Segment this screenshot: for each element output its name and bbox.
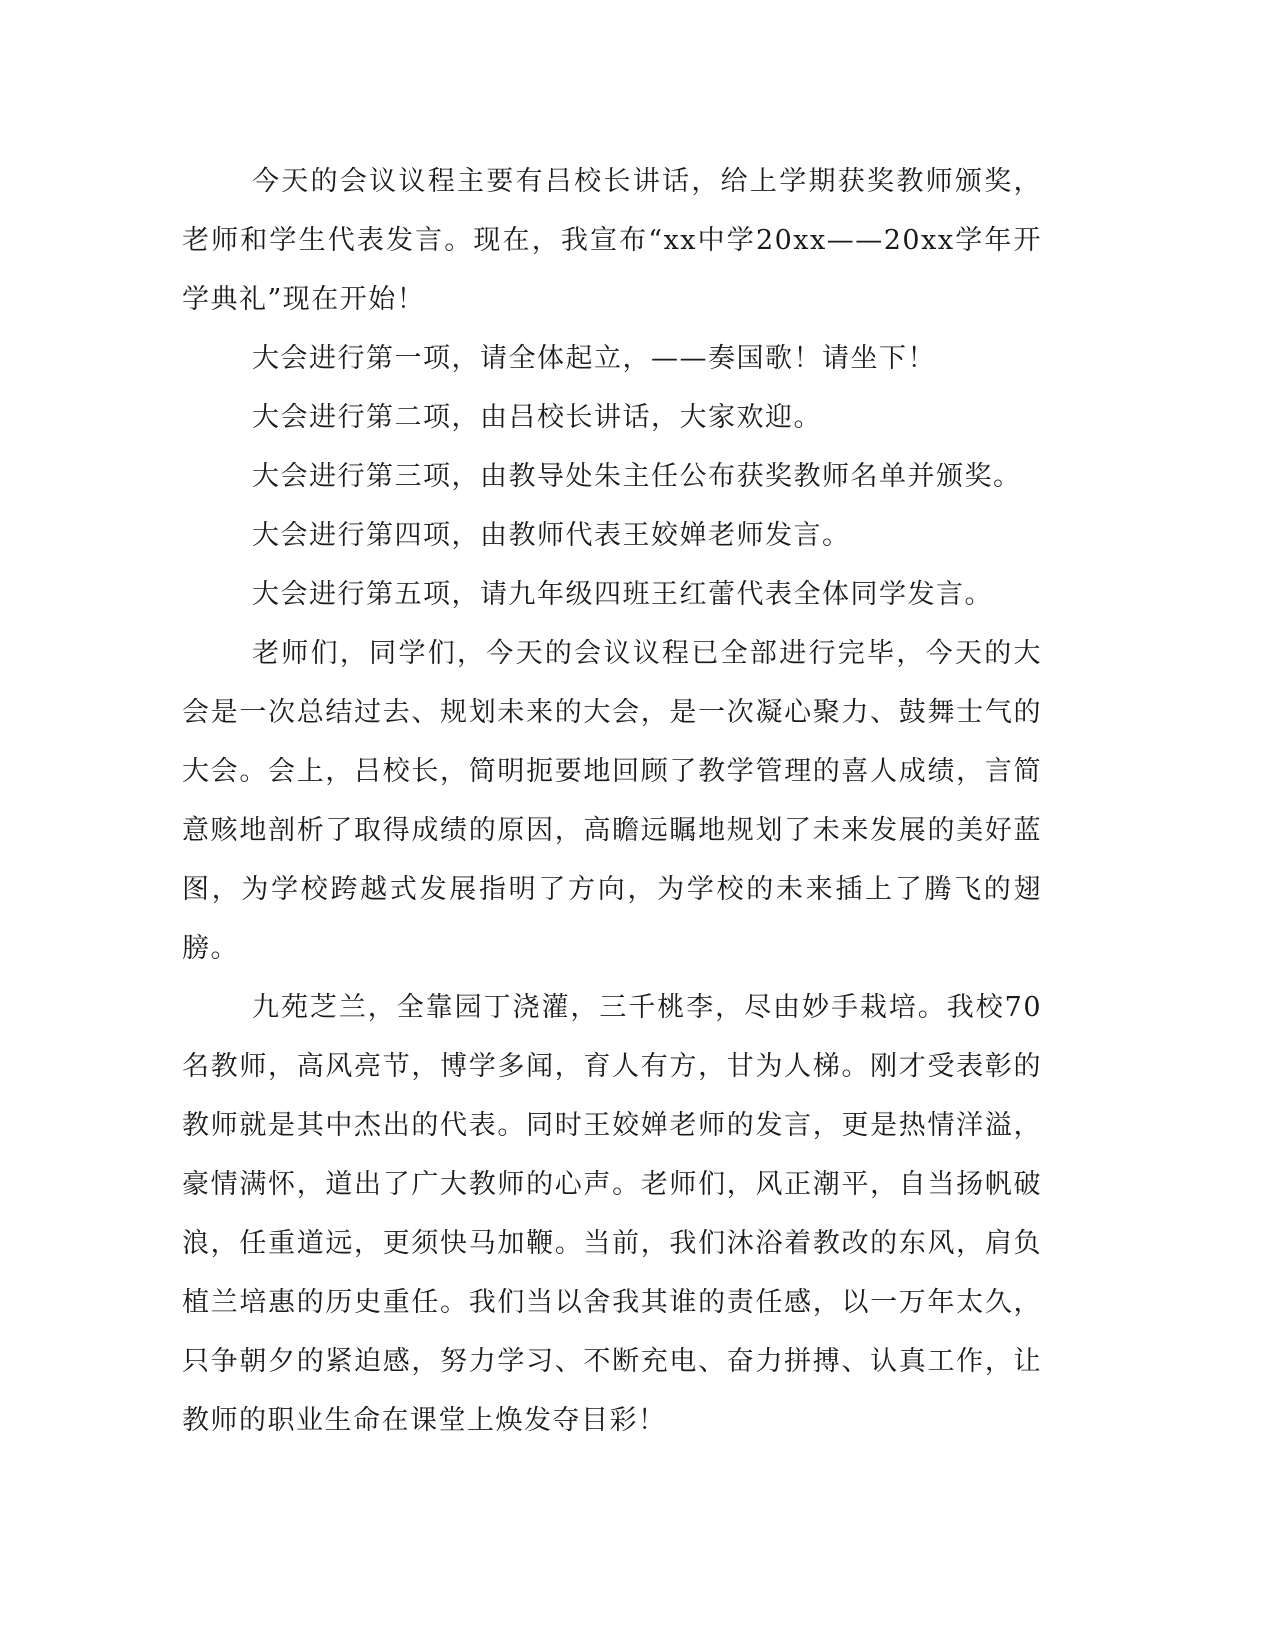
paragraph-item-1: 大会进行第一项，请全体起立，——奏国歌！请坐下！: [252, 343, 936, 374]
document-body: [182, 152, 1042, 1450]
paragraph-item-2: 大会进行第二项，由吕校长讲话，大家欢迎。: [252, 402, 822, 433]
paragraph-item-3: 大会进行第三项，由教导处朱主任公布获奖教师名单并颁奖。: [252, 461, 1022, 492]
paragraph-summary: 老师们，同学们，今天的会议议程已全部进行完毕，今天的大会是一次总结过去、规划未来的大会，是一次凝心聚力、鼓舞士气的大会。会上，吕校长，简明扼要地回顾了教学管理的喜人成绩，言简意赅地剖析了取得成绩的原因，高瞻远瞩地规划了未来发展的美好蓝图，为学校跨越式发展指明了方向，为学校的未来插上了腾飞的翅膀。: [182, 638, 1042, 964]
paragraph-item-5: 大会进行第五项，请九年级四班王红蕾代表全体同学发言。: [252, 579, 993, 610]
paragraph-item-4: 大会进行第四项，由教师代表王姣婵老师发言。: [252, 520, 851, 551]
paragraph-teachers: 九苑芝兰，全靠园丁浇灌，三千桃李，尽由妙手栽培。我校70名教师，高风亮节，博学多闻，育人有方，甘为人梯。刚才受表彰的教师就是其中杰出的代表。同时王姣婵老师的发言，更是热情洋溢，豪情满怀，道出了广大教师的心声。老师们，风正潮平，自当扬帆破浪，任重道远，更须快马加鞭。当前，我们沐浴着教改的东风，肩负植兰培惠的历史重任。我们当以舍我其谁的责任感，以一万年太久，只争朝夕的紧迫感，努力学习、不断充电、奋力拼搏、认真工作，让教师的职业生命在课堂上焕发夺目彩！: [182, 992, 1042, 1436]
paragraph-agenda-intro: 今天的会议议程主要有吕校长讲话，给上学期获奖教师颁奖，老师和学生代表发言。现在，我宣布“xx中学20xx——20xx学年开学典礼”现在开始！: [182, 166, 1042, 315]
